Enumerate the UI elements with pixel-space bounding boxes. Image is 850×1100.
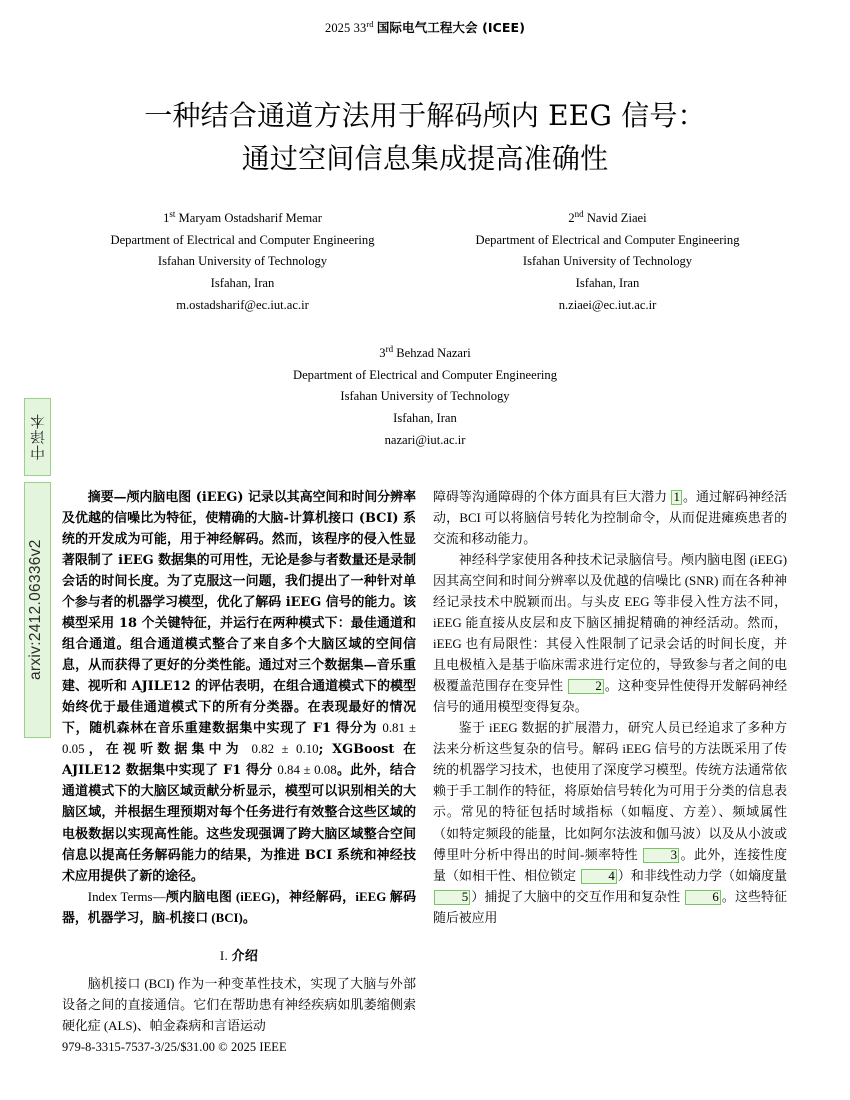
arxiv-stamp	[24, 398, 58, 738]
right-p3-text-d: ）捕捉了大脑中的交互作用和复杂性	[471, 889, 684, 904]
author-institution-3: Isfahan University of Technology	[340, 389, 510, 404]
abstract-paragraph	[62, 487, 416, 887]
right-p3-text-c: ）和非线性动力学（如熵度量	[617, 868, 787, 883]
title-line-2: 通过空间信息集成提高准确性	[241, 142, 609, 176]
section-name: 介绍	[231, 948, 259, 964]
author-name-2	[425, 208, 790, 230]
author-institution-1: Isfahan University of Technology	[157, 254, 328, 269]
author-fullname-1: Maryam Ostadsharif Memar	[178, 211, 322, 225]
translation-badge: 中译本	[24, 398, 51, 476]
author-fullname-3: Behzad Nazari	[396, 346, 471, 360]
citation-ref-2[interactable]: 2	[568, 679, 604, 694]
right-p3-text-b: 。此外，连接性度量（如相干性、相位锁定	[433, 847, 788, 883]
author-institution-2: Isfahan University of Technology	[522, 254, 693, 269]
f1-score-audiovisual: 0.82 ± 0.10	[251, 742, 319, 757]
right-p3-text-a: 鉴于 iEEG 数据的扩展潜力，研究人员已经追求了多种方法来分析这些复杂的信号。解码 iEEG 信号的方法既采用了传统的机器学习技术，也使用了深度学习模型。传统方法通常依赖于手工制作的特征，将原始信号转化为可用于分类的信息表示。常见的特征包括时域指标（如幅度、方差）、频域属性（如特定频段的能量，比如阿尔法波和伽马波）以及从小波或傅里叶分析中得出的时间-频率特性	[433, 721, 787, 862]
section-number: I.	[219, 947, 228, 963]
author-ordinal-suffix-1: st	[169, 208, 176, 219]
conference-year-number: 2025 33	[324, 21, 367, 35]
author-email-3[interactable]: nazari@iut.ac.ir	[384, 432, 466, 447]
right-p2-text-a: 神经科学家使用各种技术记录脑信号。颅内脑电图 (iEEG) 因其高空间和时间分辨率以及优越的信噪比 (SNR) 而在各种神经记录技术中脱颖而出。与头皮 EEG 等非侵入性方法不同，iEEG 能直接从皮层和皮下脑区捕捉精确的神经活动。然而，iEEG 也有局限性：其侵入性限制了记录会话的时间长度，并且电极植入是基于临床需求进行定位的，导致参与者之间的电极覆盖范围存在变异性	[433, 553, 787, 694]
author-block-3	[221, 343, 630, 451]
index-terms-list: 颅内脑电图 (iEEG)，神经解码，iEEG 解码器，机器学习，脑-机接口 (BCI)。	[62, 889, 417, 925]
right-paragraph-1	[433, 487, 787, 550]
copyright-footer: 979-8-3315-7537-3/25/$31.00 © 2025 IEEE	[62, 1040, 287, 1054]
section-heading-introduction	[62, 945, 416, 967]
author-email-1[interactable]: m.ostadsharif@ec.iut.ac.ir	[176, 297, 309, 312]
author-fullname-2: Navid Ziaei	[586, 211, 647, 225]
author-department-3: Department of Electrical and Computer Engineering	[292, 367, 557, 382]
right-paragraph-2	[433, 550, 787, 718]
author-location-1: Isfahan, Iran	[210, 275, 275, 290]
index-terms-label: Index Terms—	[87, 889, 166, 904]
citation-ref-1[interactable]: 1	[673, 490, 680, 504]
right-paragraph-3	[433, 718, 787, 928]
citation-ref-4[interactable]: 4	[581, 869, 617, 884]
author-ordinal-3: 3	[379, 346, 386, 360]
author-block-1	[60, 208, 425, 316]
index-terms	[62, 887, 416, 929]
author-name-1	[60, 208, 425, 230]
conference-ordinal-suffix: rd	[366, 18, 374, 29]
left-column	[62, 487, 417, 1033]
citation-ref-3[interactable]: 3	[643, 848, 679, 863]
body-columns	[62, 487, 788, 1033]
author-ordinal-1: 1	[163, 211, 170, 225]
author-row-secondary	[60, 343, 790, 451]
conference-header	[0, 18, 850, 36]
abstract-text-part-4: 。此外，结合通道模式下的大脑区域贡献分析显示，模型可以识别相关的大脑区域，并根据生理预期对每个任务进行有效整合这些区域的电极数据以实现高性能。这些发现强调了跨大脑区域整合空间信息以提高任务解码能力的结果，为推进 BCI 系统和神经技术应用提供了新的途径。	[62, 763, 417, 884]
page-title	[60, 94, 790, 181]
intro-paragraph-1: 脑机接口 (BCI) 作为一种变革性技术，实现了大脑与外部设备之间的直接通信。它们在帮助患有神经疾病如肌萎缩侧索硬化症 (ALS)、帕金森病和言语运动	[62, 976, 416, 1033]
author-block-2	[425, 208, 790, 316]
author-ordinal-2: 2	[568, 211, 575, 225]
author-row-primary	[60, 208, 790, 316]
abstract-text-part-3: ; XGBoost 在 AJILE12 数据集中实现了 F1 得分	[62, 742, 416, 779]
f1-score-ajile: 0.84 ± 0.08	[277, 763, 337, 778]
author-department-1: Department of Electrical and Computer Engineering	[110, 232, 375, 247]
right-column	[433, 487, 787, 1017]
arxiv-identifier[interactable]: arxiv:2412.06336v2	[24, 482, 51, 738]
right-p3-text-e: 。这些特征随后被应用	[433, 889, 787, 925]
abstract-text-part-1: 颅内脑电图 (iEEG) 记录以其高空间和时间分辨率及优越的信噪比为特征，使精确的大脑-计算机接口 (BCI) 系统的开发成为可能，用于神经解码。然而，该程序的侵入性显著限制了 iEEG 数据集的可用性，无论是参与者数量还是录制会话的时间长度。为了克服这一问题，我们提出了一种针对单个参与者的机器学习模型，优化了解码 iEEG 信号的能力。该模型采用 18 个关键特征，并运行在两种模式下：最佳通道和组合通道。组合通道模式整合了来自多个大脑区域的空间信息，从而获得了更好的分类性能。通过对三个数据集—音乐重建、视听和 AJILE12 的评估表明，在组合通道模式下的模型始终优于最佳通道模式下的所有分类器。在表现最好的情况下，随机森林在音乐重建数据集中实现了 F1 得分为	[62, 490, 417, 737]
title-line-1: 一种结合通道方法用于解码颅内 EEG 信号：	[144, 98, 706, 132]
conference-name: 国际电气工程大会 (ICEE)	[376, 20, 526, 35]
abstract-text-part-2: ，在视听数据集中为	[84, 742, 252, 758]
author-name-3	[221, 343, 630, 365]
f1-score-music: 0.81 ± 0.05	[62, 721, 417, 757]
author-ordinal-suffix-2: nd	[574, 208, 584, 219]
abstract-label: 摘要—	[87, 490, 127, 505]
author-ordinal-suffix-3: rd	[385, 343, 394, 354]
author-department-2: Department of Electrical and Computer Engineering	[475, 232, 740, 247]
author-location-2: Isfahan, Iran	[575, 275, 640, 290]
citation-ref-5[interactable]: 5	[434, 890, 470, 905]
right-p1-text-a: 障碍等沟通障碍的个体方面具有巨大潜力	[433, 490, 671, 504]
right-p1-text-b: 。通过解码神经活动，BCI 可以将脑信号转化为控制命令，从而促进瘫痪患者的交流和移动能力。	[433, 490, 787, 547]
right-p2-text-b: 。这种变异性使得开发解码神经信号的通用模型变得复杂。	[433, 679, 787, 715]
author-email-2[interactable]: n.ziaei@ec.iut.ac.ir	[558, 297, 657, 312]
citation-ref-6[interactable]: 6	[685, 890, 721, 905]
author-location-3: Isfahan, Iran	[393, 410, 457, 425]
